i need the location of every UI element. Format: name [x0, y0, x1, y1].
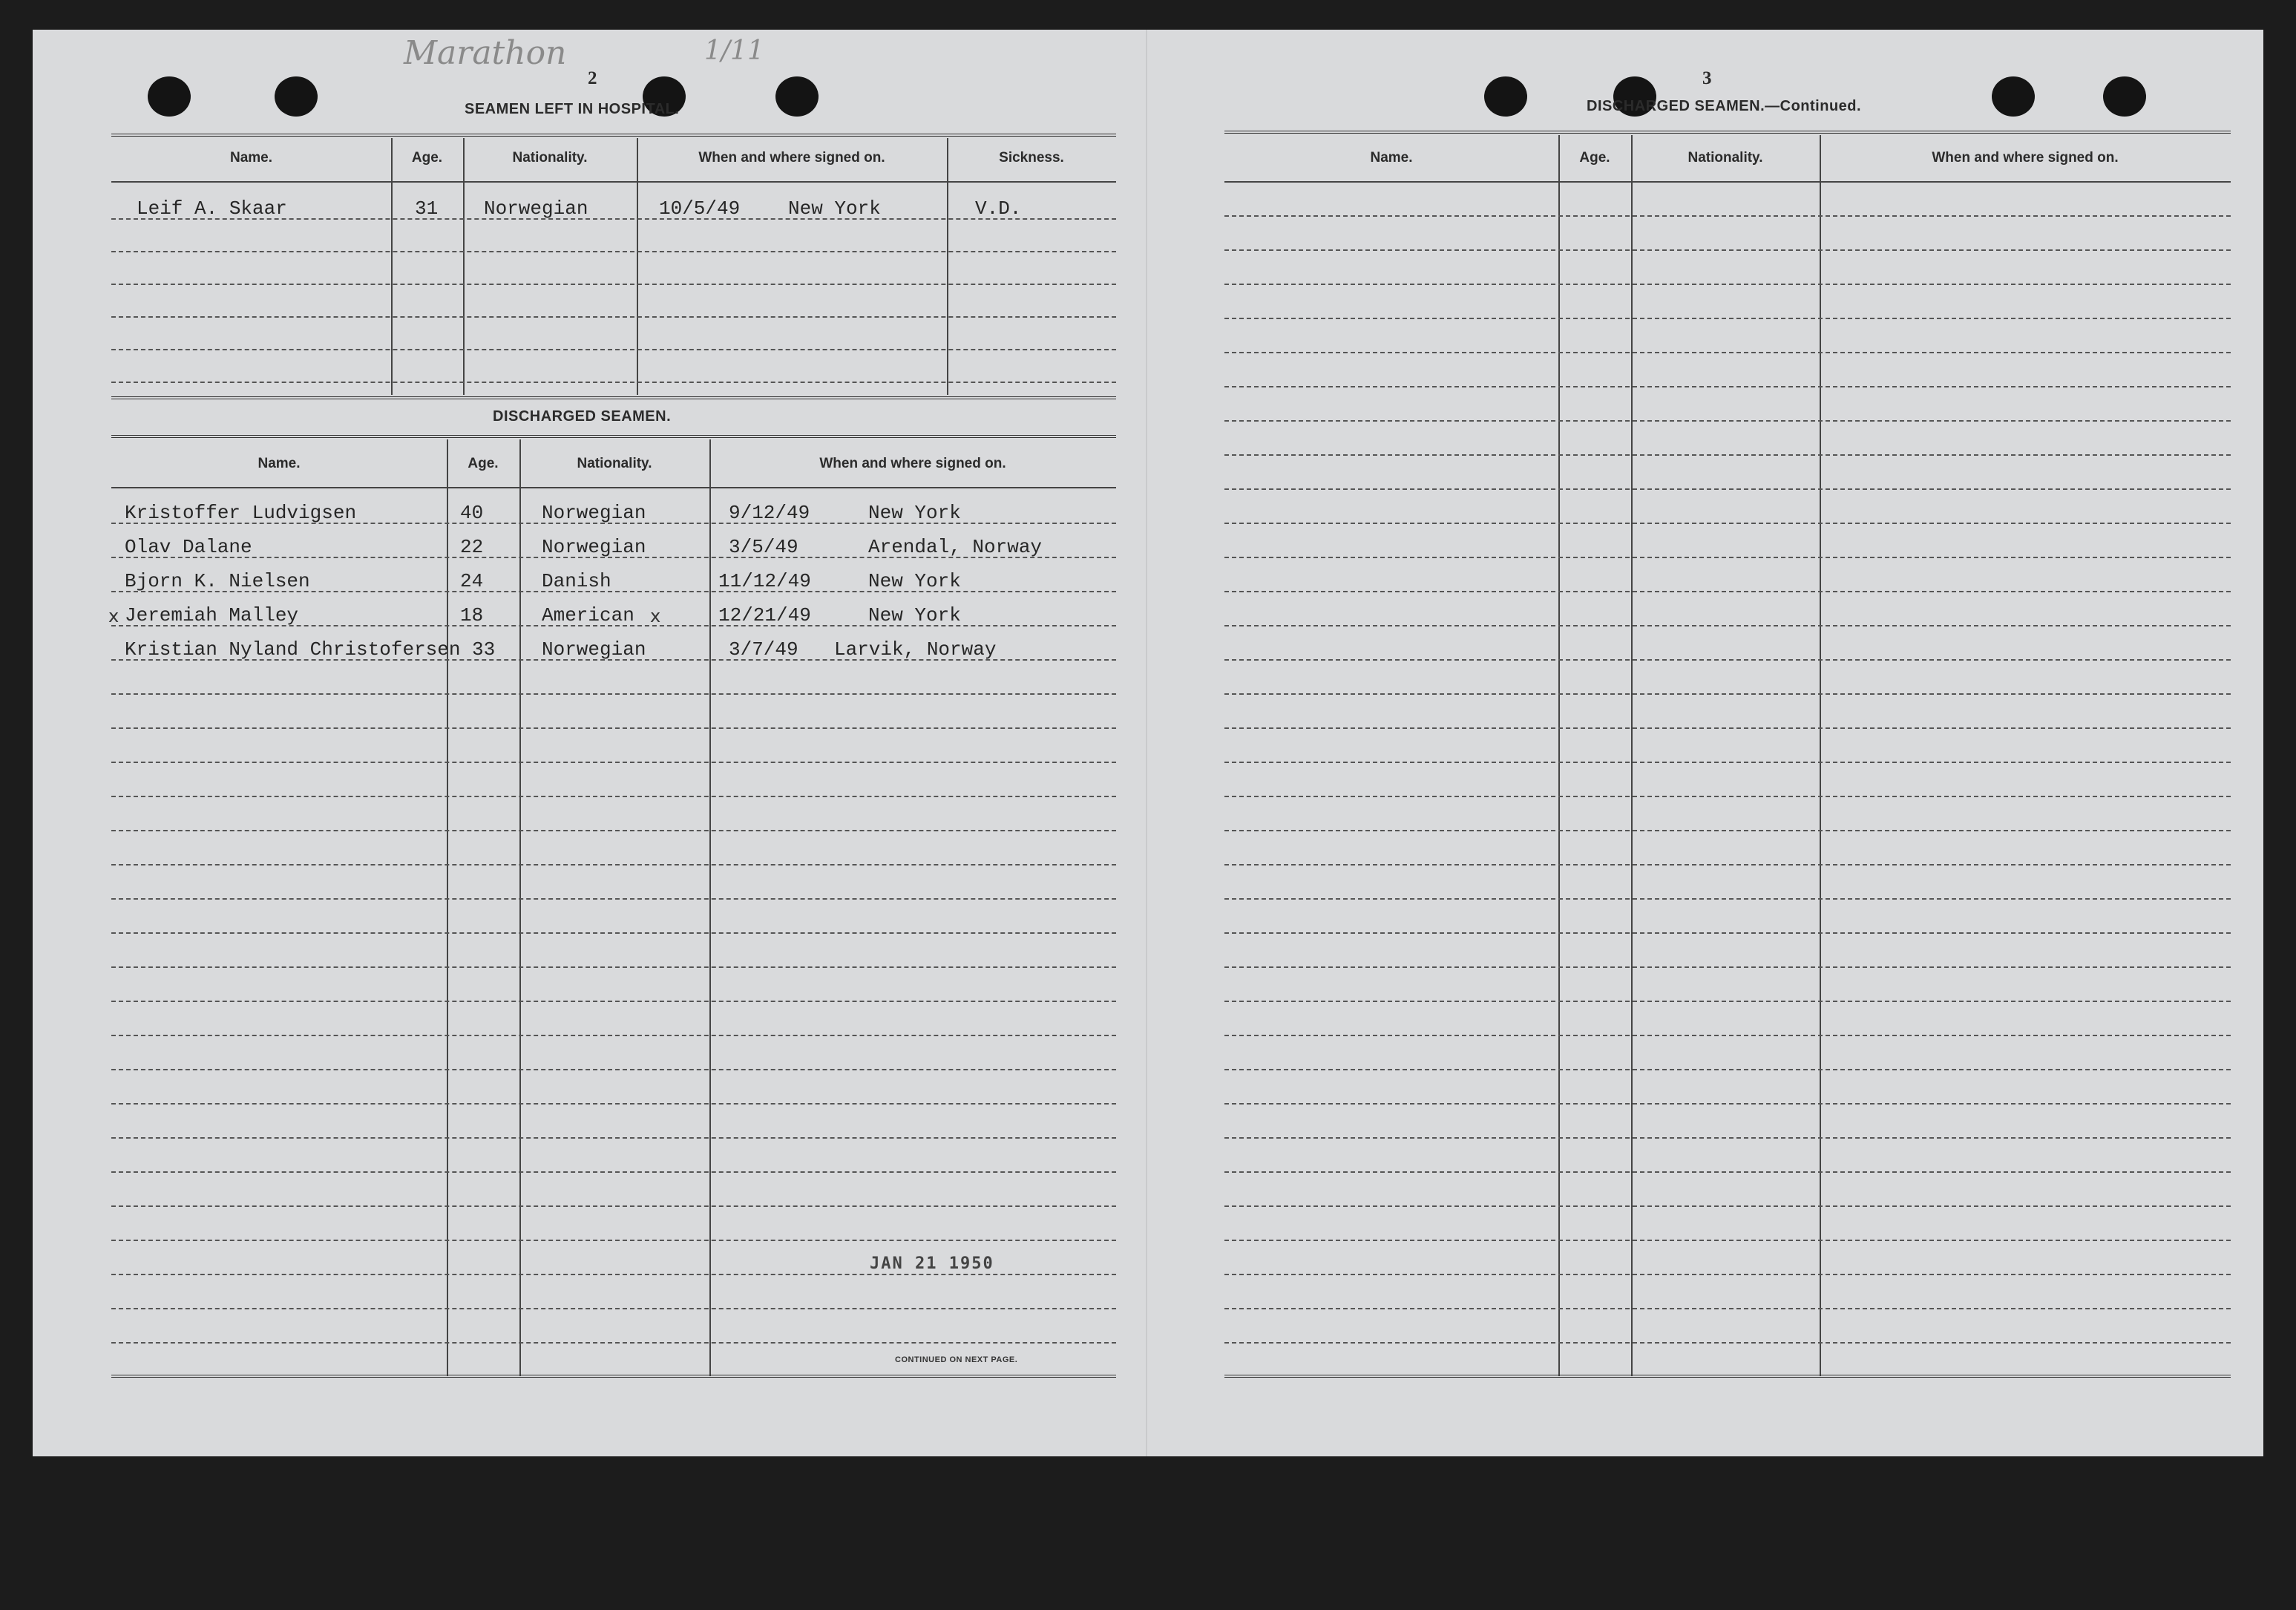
cell-name: Leif A. Skaar	[137, 197, 287, 220]
table-top-rule	[111, 134, 1116, 137]
entry-line	[1224, 693, 2231, 695]
entry-line	[111, 1035, 1116, 1036]
entry-line	[111, 1171, 1116, 1173]
cell-age: 18	[460, 604, 484, 626]
entry-line	[111, 966, 1116, 968]
table-bottom-rule	[111, 1375, 1116, 1378]
cell-name: Olav Dalane	[125, 536, 252, 558]
column-divider	[1820, 135, 1821, 1376]
entry-line	[1224, 215, 2231, 217]
header-nationality: Nationality.	[577, 456, 652, 471]
entry-line	[111, 796, 1116, 797]
entry-line	[111, 830, 1116, 831]
entry-line	[1224, 420, 2231, 422]
cell-nationality: Norwegian	[484, 197, 588, 220]
handwritten-note: Marathon	[404, 34, 567, 72]
cell-place: New York	[868, 604, 961, 626]
header-nationality: Nationality.	[512, 150, 588, 166]
entry-line	[1224, 488, 2231, 490]
header-rule	[111, 181, 1116, 183]
cell-place: New York	[868, 570, 961, 592]
entry-line	[1224, 625, 2231, 626]
cell-date: 11/12/49	[718, 570, 811, 592]
entry-line	[1224, 1171, 2231, 1173]
entry-line	[1224, 830, 2231, 831]
entry-line	[111, 1001, 1116, 1002]
cell-age: 40	[460, 502, 484, 524]
cell-age: 24	[460, 570, 484, 592]
entry-line	[1224, 386, 2231, 387]
punch-hole-icon	[275, 76, 318, 117]
entry-line	[1224, 1240, 2231, 1241]
entry-line	[1224, 796, 2231, 797]
entry-line	[111, 1103, 1116, 1105]
check-mark: x	[650, 606, 661, 626]
entry-line	[1224, 352, 2231, 353]
column-divider	[947, 138, 948, 395]
hospital-section-title: SEAMEN LEFT IN HOSPITAL.	[465, 101, 680, 117]
column-divider	[463, 138, 465, 395]
punch-hole-icon	[1992, 76, 2035, 117]
cell-nationality: Norwegian	[542, 536, 646, 558]
header-signed-on: When and where signed on.	[1932, 150, 2119, 166]
entry-line	[1224, 1001, 2231, 1002]
document-sheet	[33, 30, 2263, 1456]
entry-line	[111, 382, 1116, 383]
right-section-title: DISCHARGED SEAMEN.—Continued.	[1587, 98, 1862, 114]
entry-line	[111, 1342, 1116, 1344]
cell-name: Kristoffer Ludvigsen	[125, 502, 357, 524]
entry-line	[111, 727, 1116, 729]
entry-line	[1224, 659, 2231, 661]
entry-line	[111, 316, 1116, 318]
page-number: 2	[588, 68, 597, 88]
cell-place: Arendal, Norway	[868, 536, 1043, 558]
column-divider	[391, 138, 393, 395]
entry-line	[1224, 591, 2231, 592]
cell-nationality: Norwegian	[542, 502, 646, 524]
entry-line	[1224, 523, 2231, 524]
table-bottom-rule	[1224, 1375, 2231, 1378]
cell-nationality: Danish	[542, 570, 611, 592]
column-divider	[637, 138, 638, 395]
column-divider	[519, 439, 521, 1376]
continued-footer: CONTINUED ON NEXT PAGE.	[895, 1355, 1018, 1364]
entry-line	[1224, 1137, 2231, 1139]
punch-hole-icon	[775, 76, 819, 117]
entry-line	[1224, 557, 2231, 558]
entry-line	[111, 693, 1116, 695]
entry-line	[111, 251, 1116, 252]
entry-line	[1224, 1308, 2231, 1309]
cell-date: 9/12/49	[729, 502, 810, 524]
punch-hole-icon	[2103, 76, 2146, 117]
cell-age: 22	[460, 536, 484, 558]
section-rule	[111, 396, 1116, 399]
cell-age: 33	[472, 638, 496, 661]
punch-hole-icon	[148, 76, 191, 117]
entry-line	[1224, 898, 2231, 900]
column-divider	[1558, 135, 1560, 1376]
table-top-rule	[1224, 131, 2231, 134]
punch-hole-icon	[1484, 76, 1527, 117]
cell-place: New York	[788, 197, 881, 220]
cell-date: 3/5/49	[729, 536, 798, 558]
column-divider	[709, 439, 711, 1376]
entry-line	[1224, 1205, 2231, 1207]
entry-line	[111, 1274, 1116, 1275]
page-number: 3	[1702, 68, 1712, 88]
header-nationality: Nationality.	[1687, 150, 1763, 166]
table-top-rule	[111, 435, 1116, 438]
entry-line	[1224, 932, 2231, 934]
cell-age: 31	[415, 197, 439, 220]
header-age: Age.	[1579, 150, 1610, 166]
entry-line	[111, 1240, 1116, 1241]
entry-line	[1224, 1342, 2231, 1344]
header-signed-on: When and where signed on.	[698, 150, 885, 166]
cell-name: Kristian Nyland Christofersen	[125, 638, 461, 661]
column-divider	[1631, 135, 1633, 1376]
left-page	[33, 30, 1146, 1456]
entry-line	[1224, 864, 2231, 865]
cell-nationality: Norwegian	[542, 638, 646, 661]
entry-line	[1224, 1069, 2231, 1070]
discharged-section-title: DISCHARGED SEAMEN.	[493, 408, 672, 425]
entry-line	[1224, 1103, 2231, 1105]
entry-line	[111, 349, 1116, 350]
entry-line	[111, 864, 1116, 865]
entry-line	[111, 932, 1116, 934]
cell-date: 3/7/49	[729, 638, 798, 661]
column-divider	[447, 439, 448, 1376]
entry-line	[1224, 966, 2231, 968]
entry-line	[1224, 1274, 2231, 1275]
header-name: Name.	[1370, 150, 1413, 166]
cell-sickness: V.D.	[975, 197, 1022, 220]
header-rule	[111, 487, 1116, 488]
cell-date: 10/5/49	[659, 197, 741, 220]
header-name: Name.	[258, 456, 301, 471]
cell-date: 12/21/49	[718, 604, 811, 626]
header-age: Age.	[411, 150, 443, 166]
handwritten-fraction: 1/11	[704, 36, 764, 66]
entry-line	[111, 1069, 1116, 1070]
header-age: Age.	[468, 456, 499, 471]
entry-line	[111, 762, 1116, 763]
cell-place: Larvik, Norway	[834, 638, 997, 661]
entry-line	[1224, 318, 2231, 319]
cell-name: Bjorn K. Nielsen	[125, 570, 310, 592]
entry-line	[1224, 1035, 2231, 1036]
entry-line	[1224, 454, 2231, 456]
header-signed-on: When and where signed on.	[819, 456, 1006, 471]
date-stamp: JAN 21 1950	[870, 1254, 994, 1273]
check-mark: x	[108, 606, 119, 626]
entry-line	[111, 1308, 1116, 1309]
entry-line	[1224, 284, 2231, 285]
right-page	[1146, 30, 2263, 1456]
cell-place: New York	[868, 502, 961, 524]
entry-line	[1224, 762, 2231, 763]
entry-line	[1224, 249, 2231, 251]
entry-line	[111, 1205, 1116, 1207]
entry-line	[111, 898, 1116, 900]
entry-line	[111, 1137, 1116, 1139]
cell-name: Jeremiah Malley	[125, 604, 299, 626]
header-sickness: Sickness.	[999, 150, 1064, 166]
cell-nationality: American	[542, 604, 634, 626]
entry-line	[111, 284, 1116, 285]
header-name: Name.	[229, 150, 273, 166]
header-rule	[1224, 181, 2231, 183]
entry-line	[1224, 727, 2231, 729]
